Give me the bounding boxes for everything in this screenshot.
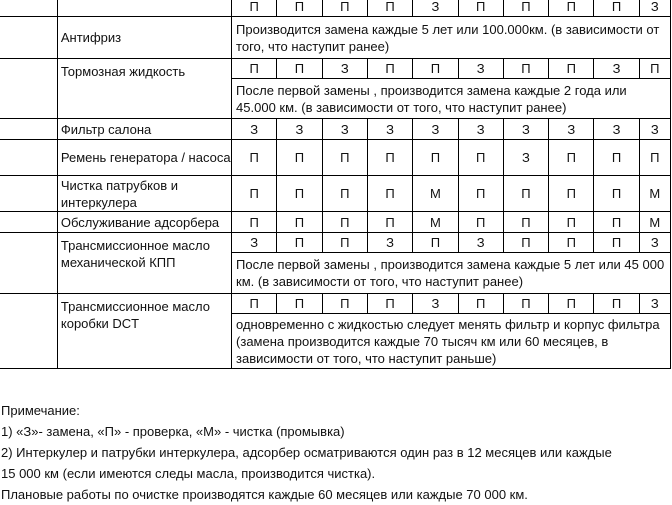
row-lead-cell: [0, 0, 57, 17]
interval-mark: З: [232, 233, 277, 253]
interval-mark: П: [594, 140, 639, 176]
interval-mark: П: [549, 59, 594, 79]
table-row-manual-gearbox: [0, 233, 671, 253]
row-lead-cell: [0, 233, 57, 294]
interval-mark: П: [458, 294, 503, 314]
interval-mark: П: [458, 212, 503, 233]
interval-mark: П: [594, 233, 639, 253]
interval-mark: П: [458, 140, 503, 176]
interval-mark: П: [277, 212, 322, 233]
interval-mark: П: [413, 59, 458, 79]
row-lead-cell: [0, 140, 57, 176]
item-note-antifreeze: Производится замена каждые 5 лет или 100.000км. (в зависимости от того, что наступит ранее): [232, 17, 671, 59]
interval-mark: П: [367, 59, 412, 79]
table-row-antifreeze: [0, 17, 671, 59]
interval-mark: П: [322, 140, 367, 176]
interval-mark: З: [367, 233, 412, 253]
row-lead-cell: [0, 294, 57, 369]
interval-mark: М: [413, 212, 458, 233]
interval-mark: П: [232, 59, 277, 79]
interval-mark: З: [367, 119, 412, 140]
interval-mark: П: [277, 176, 322, 212]
item-note-dct-gearbox: одновременно с жидкостью следует менять фильтр и корпус фильтра (замена производится каждые 70 тысяч км или 60 месяцев, в зависимости от того, что наступит раньше): [232, 314, 671, 369]
interval-mark: З: [549, 119, 594, 140]
interval-mark: П: [503, 294, 548, 314]
interval-mark: З: [322, 59, 367, 79]
item-name-pipes-intercooler: Чистка патрубков и интеркулера: [57, 176, 231, 212]
interval-mark: М: [639, 176, 670, 212]
item-name-manual-gearbox: Трансмиссионное масло механической КПП: [57, 233, 231, 294]
interval-mark: П: [367, 176, 412, 212]
interval-mark: П: [549, 294, 594, 314]
table-row-pipes-intercooler: [0, 176, 671, 212]
row-lead-cell: [0, 59, 57, 119]
interval-mark: З: [639, 233, 670, 253]
item-note-manual-gearbox: После первой замены , производится замена каждые 5 лет или 45 000 км. (в зависимости от того, что наступит ранее): [232, 253, 671, 294]
interval-mark: З: [458, 119, 503, 140]
interval-mark: П: [413, 233, 458, 253]
notes-section: [1, 400, 671, 505]
interval-mark: З: [232, 119, 277, 140]
interval-mark: З: [503, 140, 548, 176]
interval-mark: З: [458, 59, 503, 79]
interval-mark: П: [458, 0, 503, 17]
interval-mark: П: [232, 294, 277, 314]
interval-mark: З: [413, 0, 458, 17]
interval-mark: З: [594, 59, 639, 79]
interval-mark: З: [594, 119, 639, 140]
interval-mark: М: [639, 212, 670, 233]
table-row-brake-fluid: [0, 59, 671, 79]
interval-mark: П: [367, 140, 412, 176]
interval-mark: П: [639, 59, 670, 79]
interval-mark: П: [503, 59, 548, 79]
item-name-cabin-filter: Фильтр салона: [57, 119, 231, 140]
interval-mark: П: [549, 140, 594, 176]
interval-mark: П: [322, 294, 367, 314]
table-row-adsorber: [0, 212, 671, 233]
item-name-antifreeze: Антифриз: [57, 17, 231, 59]
interval-mark: П: [503, 176, 548, 212]
notes-legend: 1) «З»- замена, «П» - проверка, «М» - чистка (промывка): [1, 424, 345, 439]
interval-mark: П: [594, 0, 639, 17]
table-row-top: [0, 0, 671, 17]
item-name-adsorber: Обслуживание адсорбера: [57, 212, 231, 233]
interval-mark: З: [639, 0, 670, 17]
row-lead-cell: [0, 212, 57, 233]
notes-title: Примечание:: [1, 403, 80, 418]
item-name-top: [57, 0, 231, 17]
interval-mark: З: [413, 119, 458, 140]
interval-mark: З: [277, 119, 322, 140]
interval-mark: П: [549, 212, 594, 233]
interval-mark: П: [232, 212, 277, 233]
interval-mark: М: [413, 176, 458, 212]
interval-mark: П: [277, 294, 322, 314]
interval-mark: П: [277, 59, 322, 79]
interval-mark: П: [322, 212, 367, 233]
item-name-brake-fluid: Тормозная жидкость: [57, 59, 231, 119]
interval-mark: П: [549, 0, 594, 17]
interval-mark: З: [413, 294, 458, 314]
interval-mark: П: [503, 233, 548, 253]
interval-mark: П: [322, 233, 367, 253]
interval-mark: З: [639, 119, 670, 140]
interval-mark: П: [277, 140, 322, 176]
interval-mark: П: [549, 176, 594, 212]
interval-mark: П: [503, 0, 548, 17]
interval-mark: П: [594, 294, 639, 314]
table-row-generator-belt: [0, 140, 671, 176]
interval-mark: П: [322, 176, 367, 212]
interval-mark: П: [367, 0, 412, 17]
interval-mark: З: [458, 233, 503, 253]
interval-mark: П: [639, 140, 670, 176]
row-lead-cell: [0, 17, 57, 59]
interval-mark: П: [322, 0, 367, 17]
interval-mark: П: [232, 140, 277, 176]
interval-mark: П: [277, 0, 322, 17]
table-row-dct-gearbox: [0, 294, 671, 314]
interval-mark: П: [594, 176, 639, 212]
interval-mark: П: [367, 212, 412, 233]
item-note-brake-fluid: После первой замены , производится замена каждые 2 года или 45.000 км. (в зависимости от того, что наступит ранее): [232, 79, 671, 119]
interval-mark: П: [413, 140, 458, 176]
interval-mark: П: [232, 176, 277, 212]
row-lead-cell: [0, 176, 57, 212]
notes-scheduled-cleaning: Плановые работы по очистке производятся каждые 60 месяцев или каждые 70 000 км.: [1, 487, 528, 502]
interval-mark: П: [367, 294, 412, 314]
notes-intercooler-line-1: 2) Интеркулер и патрубки интеркулера, адсорбер осматриваются один раз в 12 месяцев или каждые: [1, 445, 612, 460]
interval-mark: П: [232, 0, 277, 17]
notes-intercooler-line-2: 15 000 км (если имеются следы масла, производится чистка).: [1, 466, 376, 481]
item-name-generator-belt: Ремень генератора / насоса: [57, 140, 231, 176]
item-name-dct-gearbox: Трансмиссионное масло коробки DCT: [57, 294, 231, 369]
interval-mark: П: [277, 233, 322, 253]
interval-mark: З: [322, 119, 367, 140]
table-row-cabin-filter: [0, 119, 671, 140]
interval-mark: П: [594, 212, 639, 233]
row-lead-cell: [0, 119, 57, 140]
interval-mark: П: [503, 212, 548, 233]
interval-mark: З: [503, 119, 548, 140]
interval-mark: П: [458, 176, 503, 212]
interval-mark: З: [639, 294, 670, 314]
interval-mark: П: [549, 233, 594, 253]
